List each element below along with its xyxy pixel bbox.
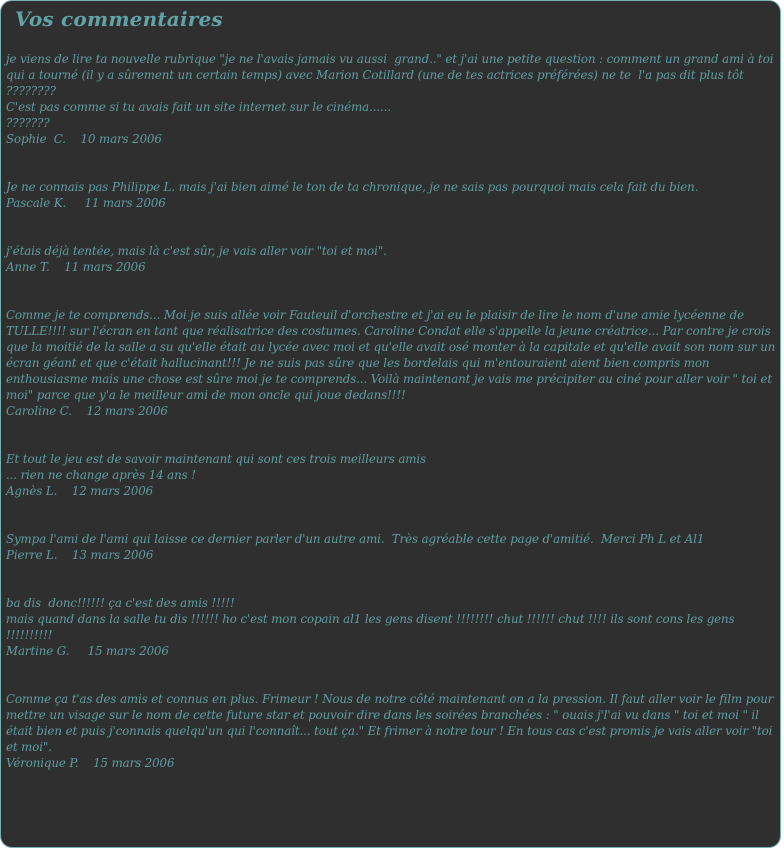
comment-signature: Martine G. 15 mars 2006	[6, 644, 169, 658]
comment-item	[6, 179, 776, 211]
comment-item	[6, 307, 779, 419]
comment-text: ???????	[6, 116, 50, 130]
comment-signature: Sophie C. 10 mars 2006	[6, 132, 162, 146]
comment-text: ... rien ne change après 14 ans !	[6, 468, 196, 482]
comment-item	[6, 451, 776, 499]
comment-signature: Anne T. 11 mars 2006	[6, 260, 146, 274]
comment-text: Et tout le jeu est de savoir maintenant qui sont ces trois meilleurs amis	[6, 452, 427, 466]
page-title: Vos commentaires	[15, 7, 223, 31]
comment-text: Comme je te comprends... Moi je suis allée voir Fauteuil d'orchestre et j'ai eu le plaisir de lire le nom d'une amie lycéenne de TULLE!!!! sur l'écran en tant que réalisatrice des costumes. Caroline Condat elle s'appelle la jeune créatrice... Par contre je crois que la moitié de la salle a su qu'elle était au lycée avec moi et qu'elle avait osé monter à la capitale et qu'elle avait son nom sur un écran géant et que c'était hallucinant!!! Je ne suis pas sûre que les bordelais qui m'entouraient aient bien compris mon enthousiasme mais une chose est sûre moi je te comprends... Voilà maintenant je vais me précipiter au ciné pour aller voir " toi et moi" parce que y'a le meilleur ami de mon oncle qui joue dedans!!!!	[6, 308, 779, 402]
comment-text: C'est pas comme si tu avais fait un site internet sur le cinéma......	[6, 100, 392, 114]
comments-list	[6, 51, 779, 803]
comment-text: je viens de lire ta nouvelle rubrique "je ne l'avais jamais vu aussi grand.." et j'ai une petite question : comment un grand ami à toi qui a tourné (il y a sûrement un certain temps) avec Marion Cotillard (une de tes actrices préférées) ne te l'a pas dit plus tôt ????????	[6, 52, 778, 98]
comment-signature: Caroline C. 12 mars 2006	[6, 404, 168, 418]
comment-item	[6, 595, 776, 659]
comment-signature: Pascale K. 11 mars 2006	[6, 196, 166, 210]
comment-item	[6, 243, 776, 275]
comment-text: Sympa l'ami de l'ami qui laisse ce dernier parler d'un autre ami. Très agréable cette page d'amitié. Merci Ph L et Al1	[6, 532, 705, 546]
comment-item	[6, 691, 776, 771]
comment-signature: Agnès L. 12 mars 2006	[6, 484, 154, 498]
comment-signature: Pierre L. 13 mars 2006	[6, 548, 154, 562]
comment-signature: Véronique P. 15 mars 2006	[6, 756, 175, 770]
comment-item	[6, 531, 776, 563]
comment-item	[6, 51, 776, 147]
comment-text: ba dis donc!!!!!! ça c'est des amis !!!!!	[6, 596, 235, 610]
comment-text: Comme ça t'as des amis et connus en plus. Frimeur ! Nous de notre côté maintenant on a la pression. Il faut aller voir le film pour mettre un visage sur le nom de cette future star et pouvoir dire dans les soirées branchées : " ouais j'l'ai vu dans " toi et moi " il était bien et puis j'connais quelqu'un qui l'connaît... tout ça." Et frimer à notre tour ! En tous cas c'est promis je vais aller voir "toi et moi".	[6, 692, 777, 754]
comment-text: j'étais déjà tentée, mais là c'est sûr, je vais aller voir "toi et moi".	[6, 244, 387, 258]
comment-text: Je ne connais pas Philippe L. mais j'ai bien aimé le ton de ta chronique, je ne sais pas pourquoi mais cela fait du bien.	[6, 180, 699, 194]
comment-text: mais quand dans la salle tu dis !!!!!! ho c'est mon copain al1 les gens disent !!!!!!!! chut !!!!!! chut !!!! ils sont cons les gens !!!!!!!!!!	[6, 612, 739, 642]
